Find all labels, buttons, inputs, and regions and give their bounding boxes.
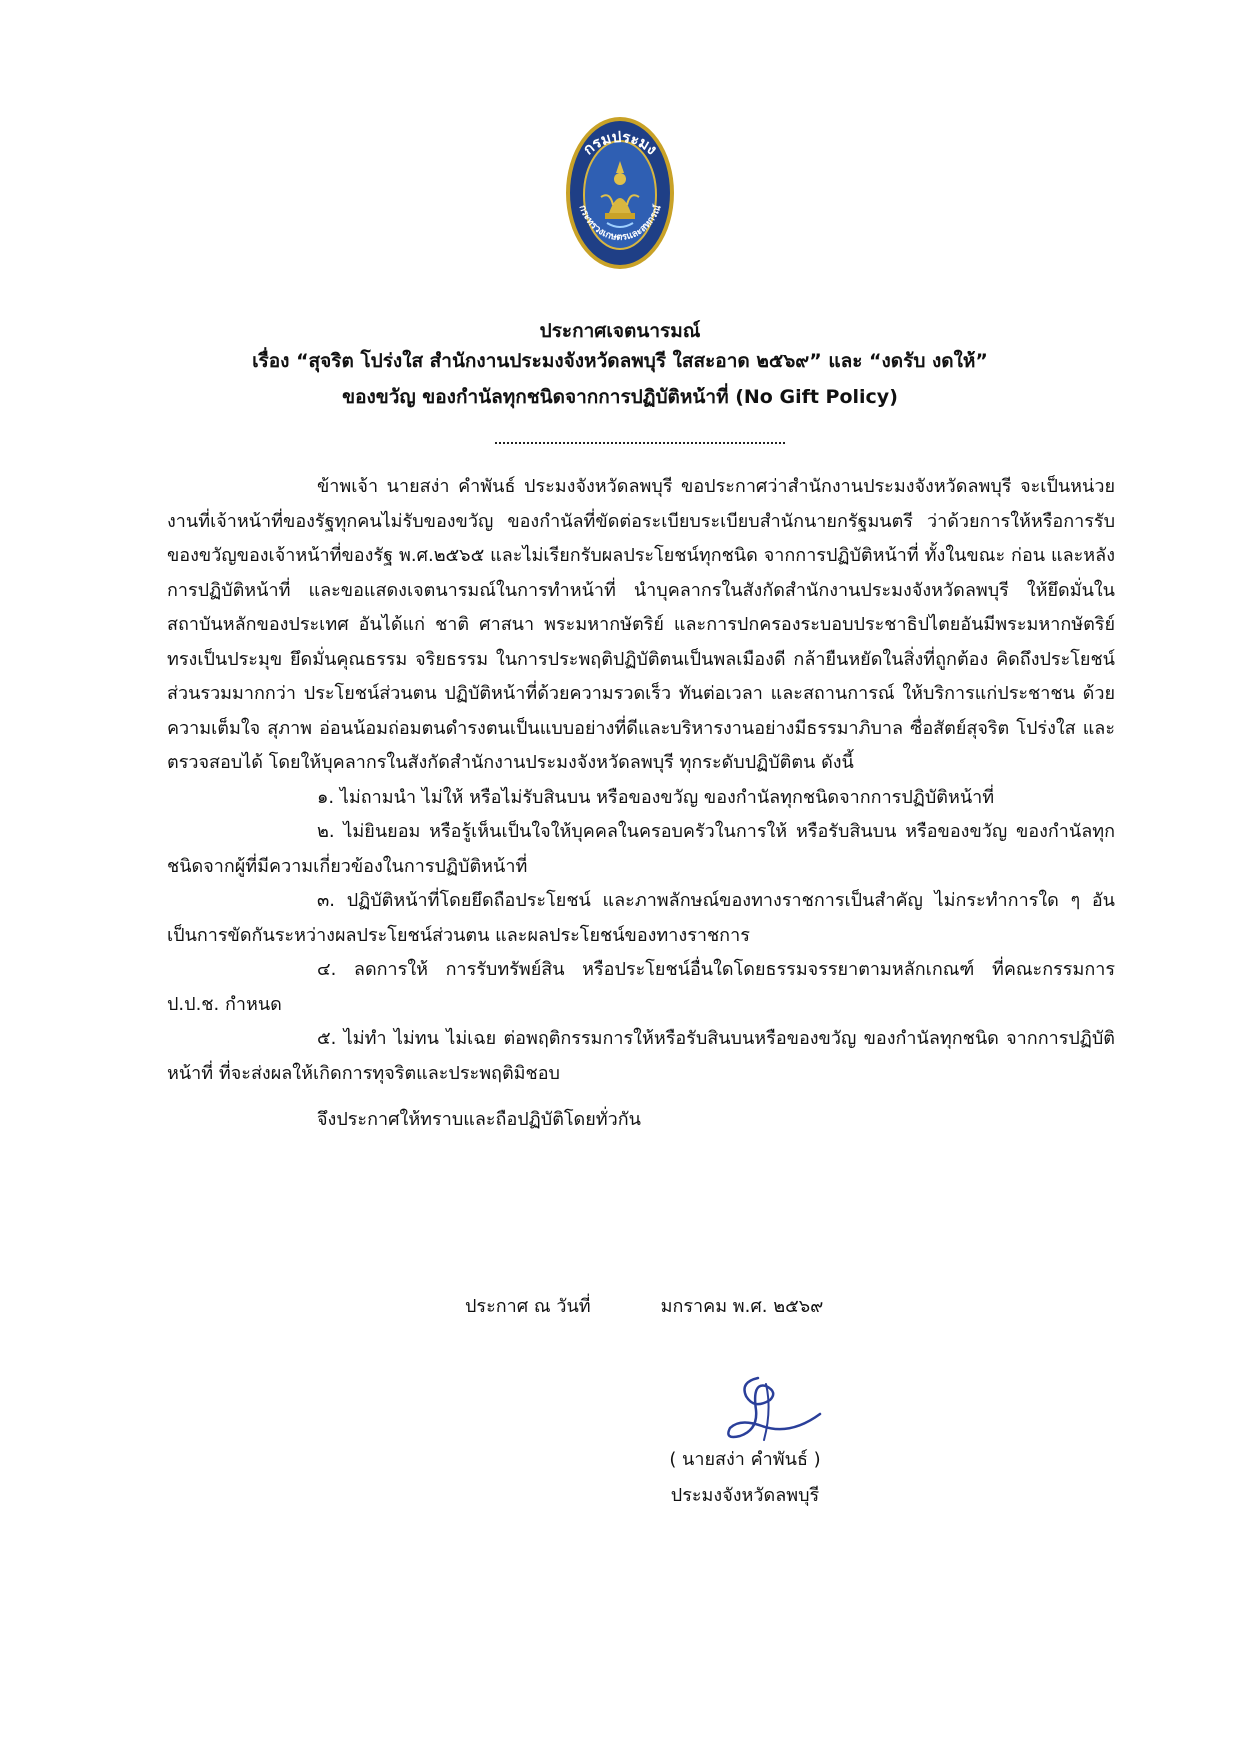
list-item: ๔. ลดการให้ การรับทรัพย์สิน หรือประโยชน์อื่นใดโดยธรรมจรรยาตามหลักเกณฑ์ ที่คณะกรรมการ ป.ป.ช. กำหนด bbox=[167, 959, 1115, 1015]
date-month-year: มกราคม พ.ศ. ๒๕๖๙ bbox=[660, 1296, 824, 1317]
logo-arc-top-text: กรมประมง bbox=[579, 127, 661, 159]
list-item: ๓. ปฏิบัติหน้าที่โดยยึดถือประโยชน์ และภาพลักษณ์ของทางราชการเป็นสำคัญ ไม่กระทำการใด ๆ อันเป็นการขัดกันระหว่างผลประโยชน์ส่วนตน และผลประโยชน์ของทางราชการ bbox=[167, 890, 1115, 946]
announcement-body bbox=[167, 470, 1115, 1138]
list-item: ๒. ไม่ยินยอม หรือรู้เห็นเป็นใจให้บุคคลในครอบครัวในการให้ หรือรับสินบน หรือของขวัญ ของกำนัลทุกชนิดจากผู้ที่มีความเกี่ยวข้องในการปฏิบัติหน้าที่ bbox=[167, 821, 1115, 877]
list-item: ๕. ไม่ทำ ไม่ทน ไม่เฉย ต่อพฤติกรรมการให้หรือรับสินบนหรือของขวัญ ของกำนัลทุกชนิด จากการปฏิบัติหน้าที่ ที่จะส่งผลให้เกิดการทุจริตและประพฤติมิชอบ bbox=[167, 1028, 1115, 1084]
signatory-name: ( นายสง่า คำพันธ์ ) bbox=[669, 1449, 821, 1470]
announcement-subject-continued: ของขวัญ ของกำนัลทุกชนิดจากการปฏิบัติหน้าที่ (No Gift Policy) bbox=[342, 386, 898, 408]
logo-arc-bottom-text: กระทรวงเกษตรและสหกรณ์ bbox=[576, 203, 664, 243]
signatory-title: ประมงจังหวัดลพบุรี bbox=[670, 1485, 820, 1506]
closing-statement: จึงประกาศให้ทราบและถือปฏิบัติโดยทั่วกัน bbox=[317, 1109, 641, 1130]
dotted-separator bbox=[495, 442, 785, 444]
handwritten-signature bbox=[700, 1370, 840, 1450]
announcement-date bbox=[465, 1290, 823, 1324]
date-prefix: ประกาศ ณ วันที่ bbox=[465, 1296, 591, 1317]
list-item: ๑. ไม่ถามนำ ไม่ให้ หรือไม่รับสินบน หรือของขวัญ ของกำนัลทุกชนิดจากการปฏิบัติหน้าที่ bbox=[317, 786, 995, 808]
announcement-title: ประกาศเจตนารมณ์ bbox=[539, 320, 701, 342]
announcement-subject: เรื่อง “สุจริต โปร่งใส สำนักงานประมงจังหวัดลพบุรี ใสสะอาด ๒๕๖๙” และ “งดรับ งดให้” bbox=[252, 350, 988, 372]
department-of-fisheries-logo bbox=[565, 113, 675, 271]
intro-paragraph: ข้าพเจ้า นายสง่า คำพันธ์ ประมงจังหวัดลพบุรี ขอประกาศว่าสำนักงานประมงจังหวัดลพบุรี จะเป็นหน่วยงานที่เจ้าหน้าที่ของรัฐทุกคนไม่รับของขวัญ ของกำนัลที่ขัดต่อระเบียบระเบียบสำนักนายกรัฐมนตรี ว่าด้วยการให้หรือการรับของขวัญของเจ้าหน้าที่ของรัฐ พ.ศ.๒๕๖๕ และไม่เรียกรับผลประโยชน์ทุกชนิด จากการปฏิบัติหน้าที่ ทั้งในขณะ ก่อน และหลังการปฏิบัติหน้าที่ และขอแสดงเจตนารมณ์ในการทำหน้าที่ นำบุคลากรในสังกัดสำนักงานประมงจังหวัดลพบุรี ให้ยึดมั่นในสถาบันหลักของประเทศ อันได้แก่ ชาติ ศาสนา พระมหากษัตริย์ และการปกครองระบอบประชาธิปไตยอันมีพระมหากษัตริย์ทรงเป็นประมุข ยึดมั่นคุณธรรม จริยธรรม ในการประพฤติปฏิบัติตนเป็นพลเมืองดี กล้ายืนหยัดในสิ่งที่ถูกต้อง คิดถึงประโยชน์ส่วนรวมมากกว่า ประโยชน์ส่วนตน ปฏิบัติหน้าที่ด้วยความรวดเร็ว ทันต่อเวลา และสถานการณ์ ให้บริการแก่ประชาชน ด้วยความเต็มใจ สุภาพ อ่อนน้อมถ่อมตนดำรงตนเป็นแบบอย่างที่ดีและบริหารงานอย่างมีธรรมาภิบาล ซื่อสัตย์สุจริต โปร่งใส และตรวจสอบได้ โดยให้บุคลากรในสังกัดสำนักงานประมงจังหวัดลพบุรี ทุกระดับปฏิบัติตน ดังนี้ bbox=[167, 476, 1115, 773]
